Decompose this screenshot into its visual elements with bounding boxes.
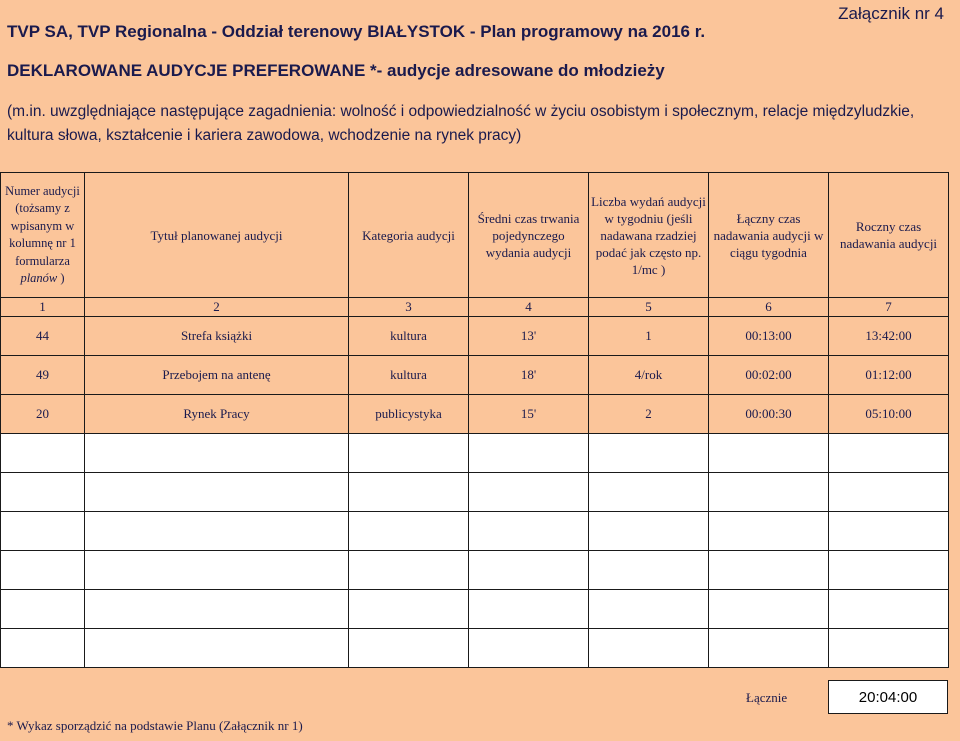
header-yearly-time: Roczny czas nadawania audycji [829, 173, 949, 298]
cell-weekly-time: 00:00:30 [709, 395, 829, 434]
empty-cell [589, 551, 709, 590]
header-weekly-count: Liczba wydań audycji w tygodniu (jeśli nadawana rzadziej podać jak często np. 1/mc ) [589, 173, 709, 298]
cell-avg-duration: 15' [469, 395, 589, 434]
empty-cell [1, 434, 85, 473]
empty-cell [829, 590, 949, 629]
header-program-number-text: Numer audycji (tożsamy z wpisanym w kolumnę nr 1 formularza [5, 183, 80, 268]
column-number: 2 [85, 298, 349, 317]
total-value: 20:04:00 [828, 680, 948, 714]
cell-yearly-time: 13:42:00 [829, 317, 949, 356]
empty-cell [709, 590, 829, 629]
cell-weekly-count: 4/rok [589, 356, 709, 395]
header-category: Kategoria audycji [349, 173, 469, 298]
header-program-number [1, 173, 85, 298]
empty-cell [709, 434, 829, 473]
column-number: 6 [709, 298, 829, 317]
cell-category: kultura [349, 317, 469, 356]
empty-cell [589, 629, 709, 668]
column-number: 3 [349, 298, 469, 317]
cell-title: Przebojem na antenę [85, 356, 349, 395]
empty-row [1, 473, 949, 512]
header-weekly-time: Łączny czas nadawania audycji w ciągu tygodnia [709, 173, 829, 298]
empty-cell [349, 551, 469, 590]
empty-cell [469, 434, 589, 473]
empty-row [1, 551, 949, 590]
cell-category: publicystyka [349, 395, 469, 434]
cell-weekly-count: 2 [589, 395, 709, 434]
empty-row [1, 590, 949, 629]
column-number: 1 [1, 298, 85, 317]
empty-cell [85, 629, 349, 668]
empty-cell [589, 512, 709, 551]
empty-cell [829, 629, 949, 668]
table-header-row [1, 173, 949, 298]
column-number: 5 [589, 298, 709, 317]
empty-cell [85, 473, 349, 512]
empty-cell [85, 590, 349, 629]
empty-cell [85, 434, 349, 473]
document-title: TVP SA, TVP Regionalna - Oddział terenowy BIAŁYSTOK - Plan programowy na 2016 r. [7, 22, 706, 41]
empty-cell [469, 590, 589, 629]
topics-description: (m.in. uwzględniające następujące zagadnienia: wolność i odpowiedzialność w życiu osobistym i społecznym, relacje międzyludzkie, kultura słowa, kształcenie i kariera zawodowa, wchodzenie na rynek pracy) [7, 103, 915, 144]
empty-cell [829, 434, 949, 473]
empty-cell [829, 551, 949, 590]
empty-cell [349, 512, 469, 551]
annex-label: Załącznik nr 4 [838, 4, 944, 23]
empty-cell [829, 512, 949, 551]
programs-table [0, 172, 949, 668]
cell-weekly-time: 00:13:00 [709, 317, 829, 356]
cell-number: 49 [1, 356, 85, 395]
empty-cell [1, 512, 85, 551]
empty-cell [709, 551, 829, 590]
empty-cell [349, 629, 469, 668]
empty-cell [469, 512, 589, 551]
cell-number: 20 [1, 395, 85, 434]
cell-title: Strefa książki [85, 317, 349, 356]
empty-cell [589, 473, 709, 512]
empty-cell [85, 512, 349, 551]
header-program-number-italic: planów [20, 271, 58, 285]
cell-category: kultura [349, 356, 469, 395]
footnote: * Wykaz sporządzić na podstawie Planu (Załącznik nr 1) [7, 718, 303, 733]
column-number-row [1, 298, 949, 317]
empty-cell [589, 590, 709, 629]
cell-number: 44 [1, 317, 85, 356]
empty-cell [709, 473, 829, 512]
empty-cell [589, 434, 709, 473]
empty-cell [469, 629, 589, 668]
empty-row [1, 629, 949, 668]
header-avg-duration: Średni czas trwania pojedynczego wydania audycji [469, 173, 589, 298]
empty-cell [469, 473, 589, 512]
empty-cell [829, 473, 949, 512]
empty-cell [709, 512, 829, 551]
empty-cell [349, 473, 469, 512]
cell-yearly-time: 01:12:00 [829, 356, 949, 395]
empty-cell [349, 434, 469, 473]
cell-yearly-time: 05:10:00 [829, 395, 949, 434]
empty-cell [709, 629, 829, 668]
empty-cell [85, 551, 349, 590]
cell-weekly-count: 1 [589, 317, 709, 356]
table-row [1, 317, 949, 356]
header-title: Tytuł planowanej audycji [85, 173, 349, 298]
empty-row [1, 434, 949, 473]
column-number: 7 [829, 298, 949, 317]
empty-cell [349, 590, 469, 629]
declared-heading: DEKLAROWANE AUDYCJE PREFEROWANE *- audycje adresowane do młodzieży [7, 61, 665, 80]
empty-cell [1, 590, 85, 629]
column-number: 4 [469, 298, 589, 317]
table-row [1, 356, 949, 395]
empty-cell [1, 473, 85, 512]
header-program-number-end: ) [60, 271, 65, 285]
cell-title: Rynek Pracy [85, 395, 349, 434]
table-row [1, 395, 949, 434]
empty-cell [1, 629, 85, 668]
empty-row [1, 512, 949, 551]
total-label: Łącznie [746, 690, 788, 705]
cell-avg-duration: 18' [469, 356, 589, 395]
cell-weekly-time: 00:02:00 [709, 356, 829, 395]
cell-avg-duration: 13' [469, 317, 589, 356]
empty-cell [1, 551, 85, 590]
empty-cell [469, 551, 589, 590]
